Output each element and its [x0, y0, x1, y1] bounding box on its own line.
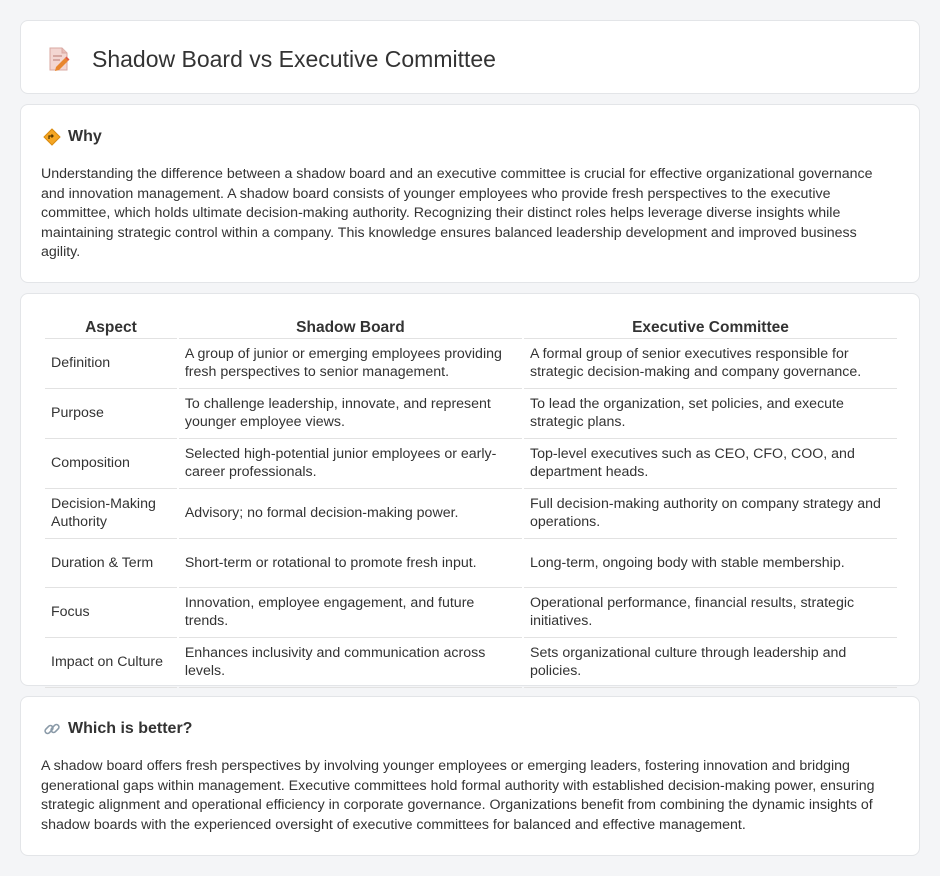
table-row — [45, 638, 897, 688]
shadow-board-cell: Innovation, employee engagement, and future trends. — [179, 588, 522, 638]
aspect-cell: Focus — [45, 588, 177, 638]
why-heading — [43, 127, 102, 147]
column-header-executive-committee: Executive Committee — [524, 317, 897, 339]
page-title: Shadow Board vs Executive Committee — [92, 46, 496, 72]
why-title: Why — [68, 128, 102, 145]
table-row — [45, 439, 897, 489]
table-row — [45, 339, 897, 389]
column-header-aspect: Aspect — [45, 317, 177, 339]
which-is-better-section — [20, 696, 920, 856]
table-header-row — [45, 317, 897, 339]
aspect-cell: Purpose — [45, 389, 177, 439]
better-paragraph: A shadow board offers fresh perspectives by involving younger employees or emerging leaders, fostering innovation and bridging generational gaps within management. Executive committees hold formal authority with established decision-making power, ensuring strategic alignment and operational efficiency in corporate governance. Organizations benefit from combining the dynamic insights of shadow boards with the experienced oversight of executive committees for balanced and effective management. — [41, 758, 875, 833]
aspect-cell: Composition — [45, 439, 177, 489]
executive-committee-cell: Operational performance, financial results, strategic initiatives. — [524, 588, 897, 638]
why-paragraph: Understanding the difference between a shadow board and an executive committee is crucial for effective organizational governance and innovation management. A shadow board consists of younger employees who provide fresh perspectives to the executive committee, which holds ultimate decision-making authority. Recognizing their distinct roles helps leverage diverse insights while maintaining strategic control within a company. This knowledge ensures balanced leadership development and improved business agility. — [41, 166, 873, 261]
comparison-section — [20, 293, 920, 686]
executive-committee-cell: A formal group of senior executives responsible for strategic decision-making and company governance. — [524, 339, 897, 389]
executive-committee-cell: Long-term, ongoing body with stable membership. — [524, 539, 897, 588]
link-icon — [43, 720, 61, 738]
shadow-board-cell: Selected high-potential junior employees or early-career professionals. — [179, 439, 522, 489]
executive-committee-cell: To lead the organization, set policies, and execute strategic plans. — [524, 389, 897, 439]
better-title: Which is better? — [68, 720, 193, 737]
aspect-cell: Impact on Culture — [45, 638, 177, 688]
table-row — [45, 389, 897, 439]
shadow-board-cell: A group of junior or emerging employees providing fresh perspectives to senior management. — [179, 339, 522, 389]
aspect-cell: Definition — [45, 339, 177, 389]
better-heading — [43, 719, 192, 739]
aspect-cell: Duration & Term — [45, 539, 177, 588]
document-pencil-icon — [47, 46, 71, 72]
shadow-board-cell: Advisory; no formal decision-making power. — [179, 489, 522, 539]
aspect-cell: Decision-Making Authority — [45, 489, 177, 539]
executive-committee-cell: Sets organizational culture through leadership and policies. — [524, 638, 897, 688]
shadow-board-cell: Enhances inclusivity and communication across levels. — [179, 638, 522, 688]
executive-committee-cell: Full decision-making authority on company strategy and operations. — [524, 489, 897, 539]
table-row — [45, 588, 897, 638]
column-header-shadow-board: Shadow Board — [179, 317, 522, 339]
header-card — [20, 20, 920, 94]
why-section — [20, 104, 920, 283]
shadow-board-cell: To challenge leadership, innovate, and represent younger employee views. — [179, 389, 522, 439]
table-row — [45, 489, 897, 539]
executive-committee-cell: Top-level executives such as CEO, CFO, COO, and department heads. — [524, 439, 897, 489]
table-row — [45, 539, 897, 588]
shadow-board-cell: Short-term or rotational to promote fresh input. — [179, 539, 522, 588]
diamond-sign-icon — [43, 128, 61, 146]
comparison-table — [43, 317, 899, 688]
